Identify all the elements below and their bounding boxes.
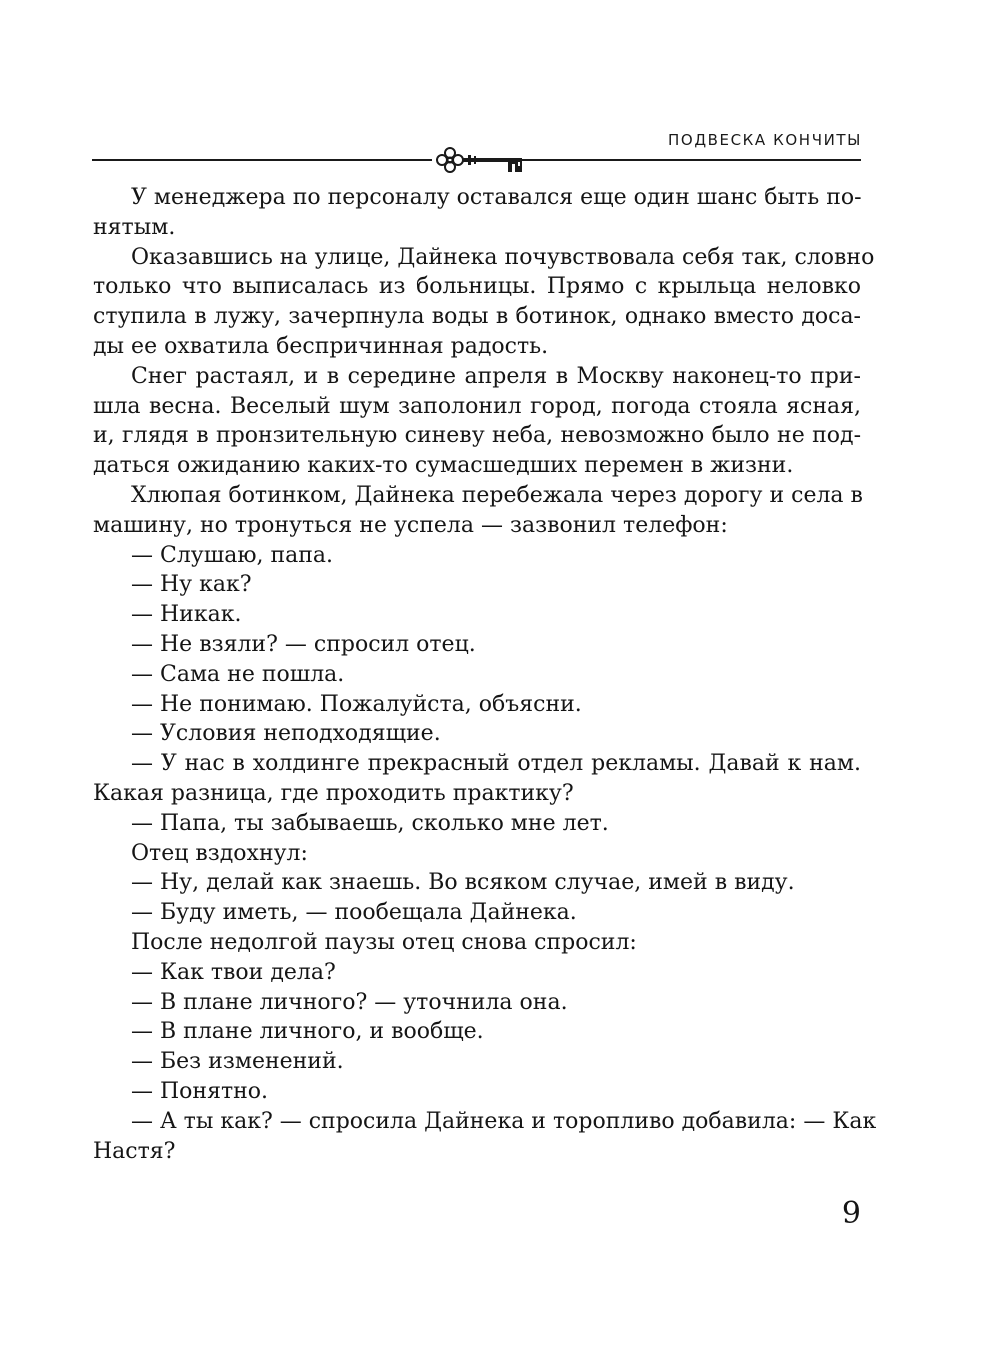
text-line: — Буду иметь, — пообещала Дайнека. xyxy=(131,900,577,926)
text-line: — У нас в холдинге прекрасный отдел рекламы. Давай к нам. xyxy=(131,751,861,777)
text-line: Какая разница, где проходить практику? xyxy=(93,780,574,806)
text-line: Настя? xyxy=(93,1138,176,1164)
text-line: — Не взяли? — спросил отец. xyxy=(131,631,476,657)
text-line: нятым. xyxy=(93,214,176,240)
text-line: Хлюпая ботинком, Дайнека перебежала через дорогу и села в xyxy=(131,482,863,508)
text-line: — Ну как? xyxy=(131,572,252,598)
body-text xyxy=(93,183,877,1166)
text-line: только что выписалась из больницы. Прямо с крыльца неловко xyxy=(93,274,861,300)
text-line: — Никак. xyxy=(131,602,242,628)
text-line: и, глядя в пронзительную синеву неба, невозможно было не под- xyxy=(93,423,861,449)
text-line: — В плане личного, и вообще. xyxy=(131,1019,484,1045)
text-line: — Папа, ты забываешь, сколько мне лет. xyxy=(131,810,609,836)
text-line: — Ну, делай как знаешь. Во всяком случае, имей в виду. xyxy=(131,870,795,896)
text-line: — Слушаю, папа. xyxy=(131,542,334,568)
text-line: — А ты как? — спросила Дайнека и торопливо добавила: — Как xyxy=(131,1108,877,1134)
text-line: шла весна. Веселый шум заполонил город, погода стояла ясная, xyxy=(93,393,861,419)
running-head-title: ПОДВЕСКА КОНЧИТЫ xyxy=(668,131,862,149)
text-line: Оказавшись на улице, Дайнека почувствовала себя так, словно xyxy=(131,244,875,270)
text-line: — Условия неподходящие. xyxy=(131,721,441,747)
text-line: Отец вздохнул: xyxy=(131,840,308,866)
header-rule-right xyxy=(522,159,861,161)
text-line: — Сама не пошла. xyxy=(131,661,345,687)
header-rule-left xyxy=(92,159,432,161)
text-line: После недолгой паузы отец снова спросил: xyxy=(131,929,637,955)
text-line: — Без изменений. xyxy=(131,1049,344,1075)
text-line: — Не понимаю. Пожалуйста, объясни. xyxy=(131,691,582,717)
text-line: машину, но тронуться не успела — зазвонил телефон: xyxy=(93,512,728,538)
text-line: даться ожиданию каких-то сумасшедших перемен в жизни. xyxy=(93,453,794,479)
text-line: — В плане личного? — уточнила она. xyxy=(131,989,568,1015)
text-line: — Как твои дела? xyxy=(131,959,336,985)
key-icon xyxy=(428,143,528,179)
page-number: 9 xyxy=(841,1196,861,1231)
text-line: ступила в лужу, зачерпнула воды в ботинок, однако вместо доса- xyxy=(93,304,861,330)
text-line: Снег растаял, и в середине апреля в Москву наконец-то при- xyxy=(131,363,861,389)
text-line: ды ее охватила беспричинная радость. xyxy=(93,333,549,359)
text-line: У менеджера по персоналу оставался еще один шанс быть по- xyxy=(131,185,862,210)
text-line: — Понятно. xyxy=(131,1078,269,1104)
